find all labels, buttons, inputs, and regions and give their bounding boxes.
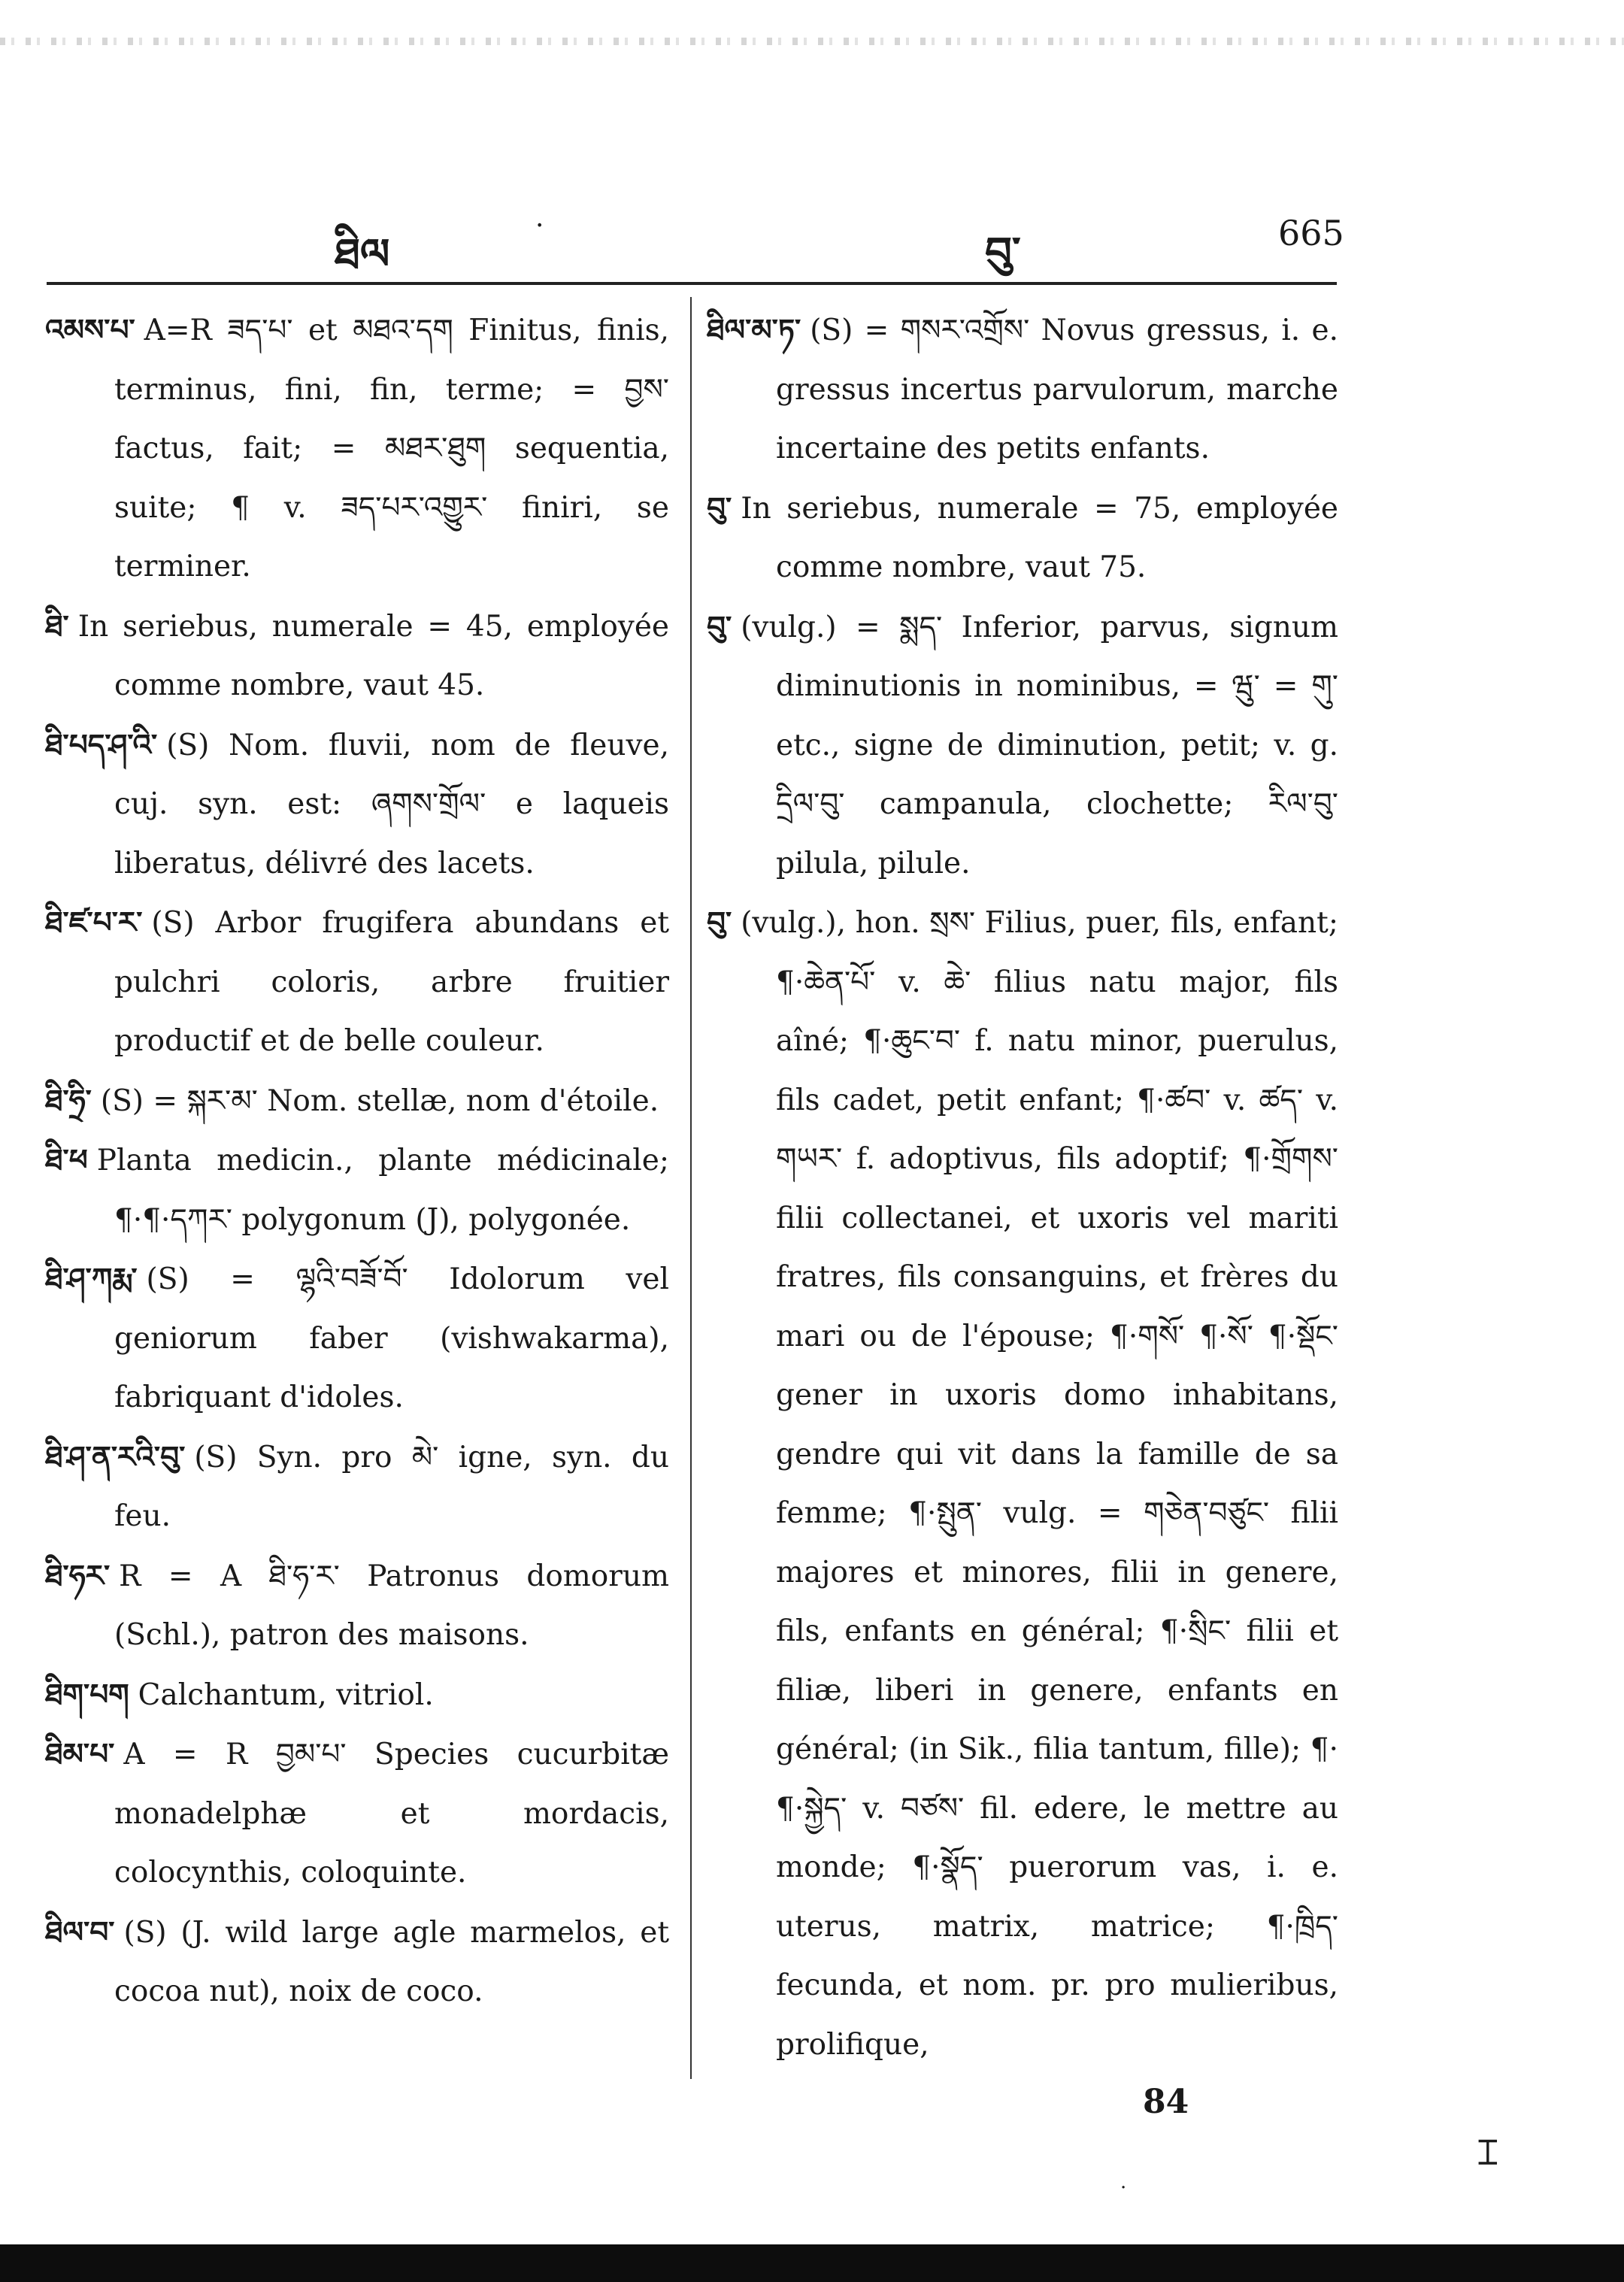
scan-noise xyxy=(0,38,1624,45)
header-rule xyxy=(47,282,1337,285)
entry-text: (S) Syn. pro མེ་ igne, syn. du feu. xyxy=(114,1440,669,1533)
entry-headword: ཐི་པད་ཤ་འི་ xyxy=(45,727,158,762)
entry-headword: ཐི་ xyxy=(45,608,69,644)
entry-text: Calchantum, vitriol. xyxy=(138,1677,434,1712)
dict-entry xyxy=(707,893,1338,2074)
entry-headword: ཐི་ཧར་ xyxy=(45,1558,111,1593)
dict-entry xyxy=(45,1131,669,1250)
left-column xyxy=(45,301,669,2022)
entry-headword: ཐིག་པག xyxy=(45,1677,129,1712)
entry-text: R = A ཐི་ཧ་ར་ Patronus domorum (Schl.), patron des maisons. xyxy=(114,1559,669,1652)
entry-text: (S) = གསར་འགྲོས་ Novus gressus, i. e. gressus incertus parvulorum, marche incertaine des petits enfants. xyxy=(776,314,1338,465)
entry-text: A=R ཟད་པ་ et མཐའ་དག Finitus, finis, terminus, fini, fin, terme; = བྱས་ factus, fait; = མཐར་ཐུག sequentia, suite; ¶ v. ཟད་པར་འགྱུར་ finiri, se terminer. xyxy=(114,314,669,583)
entry-headword: ཐི་ཛ་པ་ར་ xyxy=(45,905,143,940)
right-column xyxy=(707,301,1338,2074)
dict-entry xyxy=(45,1428,669,1547)
entry-text: (S) = སྐར་མ་ Nom. stellæ, nom d'étoile. xyxy=(100,1083,659,1118)
dict-entry xyxy=(45,893,669,1071)
entry-headword: འམས་པ་ xyxy=(45,313,135,347)
entry-text: (S) = ལྷའི་བཟོ་བོ་ Idolorum vel geniorum faber (vishwakarma), fabriquant d'idoles. xyxy=(114,1262,669,1414)
entry-text: (vulg.), hon. སྲས་ Filius, puer, fils, enfant; ¶·ཆེན་པོ་ v. ཆེ་ filius natu major, fils aîné; ¶·ཆུང་བ་ f. natu minor, puerulus, fils cadet, petit enfant; ¶·ཚབ་ v. ཚད་ v. གཡར་ f. adoptivus, fils adoptif; ¶·གྲོགས་ filii collectanei, et uxoris vel mariti fratres, fils consanguins, et frères du mari ou de l'épouse; ¶·གསོ་ ¶·སོ་ ¶·སྡོང་ gener in uxoris domo inhabitans, gendre qui vit dans la famille de sa femme; ¶·སྤུན་ vulg. = གཅེན་བཙུང་ filii majores et minores, filii in genere, fils, enfants en général; ¶·སྲིང་ filii et filiæ, liberi in genere, enfants en général; (in Sik., filia tantum, fille); ¶· ¶·སྐྱེད་ v. བཙས་ fil. edere, le mettre au monde; ¶·སྣོད་ puerorum vas, i. e. uterus, matrix, matrice; ¶·ཁྲིད་ fecunda, et nom. pr. pro mulieribus, prolifique, xyxy=(741,906,1338,2062)
footer-dot: · xyxy=(1120,2177,1127,2199)
dict-entry xyxy=(45,1547,669,1665)
dict-entry xyxy=(45,301,669,597)
dict-entry xyxy=(45,716,669,894)
entry-headword: ཐིལ་བ་ xyxy=(45,1914,115,1950)
entry-text: Planta medicin., plante médicinale; ¶·¶·དཀར་ polygonum (J), polygonée. xyxy=(96,1144,669,1237)
entry-text: (S) Nom. fluvii, nom de fleuve, cuj. syn. est: ཞགས་གྲོལ་ e laqueis liberatus, délivré des lacets. xyxy=(114,728,669,880)
header-dot: · xyxy=(535,211,544,241)
dict-entry xyxy=(707,301,1338,479)
dict-entry xyxy=(45,1903,669,2022)
entry-headword: བུ་ xyxy=(707,609,732,644)
dict-entry xyxy=(45,597,669,716)
entry-headword: ཐི་ཤ་ན་རའི་བུ་ xyxy=(45,1439,186,1474)
page-header xyxy=(0,192,1624,279)
entry-headword: བུ་ xyxy=(707,905,732,940)
center-running-head: བུ་ xyxy=(985,228,1021,277)
dict-entry xyxy=(45,1250,669,1428)
scan-bottom-edge xyxy=(0,2244,1624,2282)
dict-entry xyxy=(45,1665,669,1726)
corner-mark: ⌶ xyxy=(1477,2132,1498,2172)
entry-headword: ཐི་ཤ་ཀརྨ་ xyxy=(45,1262,138,1296)
signature-mark: 84 xyxy=(1143,2083,1189,2121)
entry-headword: ཐིམ་པ་ xyxy=(45,1737,115,1771)
page-number: 665 xyxy=(1278,213,1344,253)
entry-text: (vulg.) = སྨད་ Inferior, parvus, signum diminutionis in nominibus, = ཝུ་ = གུ་ etc., signe de diminution, petit; v. g. དྲིལ་བུ་ campanula, clochette; རིལ་བུ་ pilula, pilule. xyxy=(741,610,1338,880)
entry-headword: བུ་ xyxy=(707,490,732,526)
entry-text: A = R བྱམ་པ་ Species cucurbitæ monadelphæ et mordacis, colocynthis, coloquinte. xyxy=(114,1738,669,1890)
entry-text: (S) Arbor frugifera abundans et pulchri coloris, arbre fruitier productif et de belle couleur. xyxy=(114,906,669,1058)
entry-text: In seriebus, numerale = 75, employée comme nombre, vaut 75. xyxy=(741,491,1338,584)
dict-entry xyxy=(707,598,1338,894)
left-running-head: ཐིལ xyxy=(335,229,390,279)
entry-headword: ཐི་ཕ xyxy=(45,1143,88,1177)
dict-entry xyxy=(45,1725,669,1903)
entry-text: In seriebus, numerale = 45, employée comme nombre, vaut 45. xyxy=(77,609,669,702)
entry-headword: ཐི་ཧྲི་ xyxy=(45,1083,92,1118)
dict-entry xyxy=(45,1071,669,1132)
column-divider xyxy=(690,297,692,2079)
dict-entry xyxy=(707,479,1338,598)
entry-text: (S) (J. wild large agle marmelos, et cocoa nut), noix de coco. xyxy=(114,1915,669,2008)
entry-headword: ཐིལ་མ་ཏ་ xyxy=(707,313,801,347)
